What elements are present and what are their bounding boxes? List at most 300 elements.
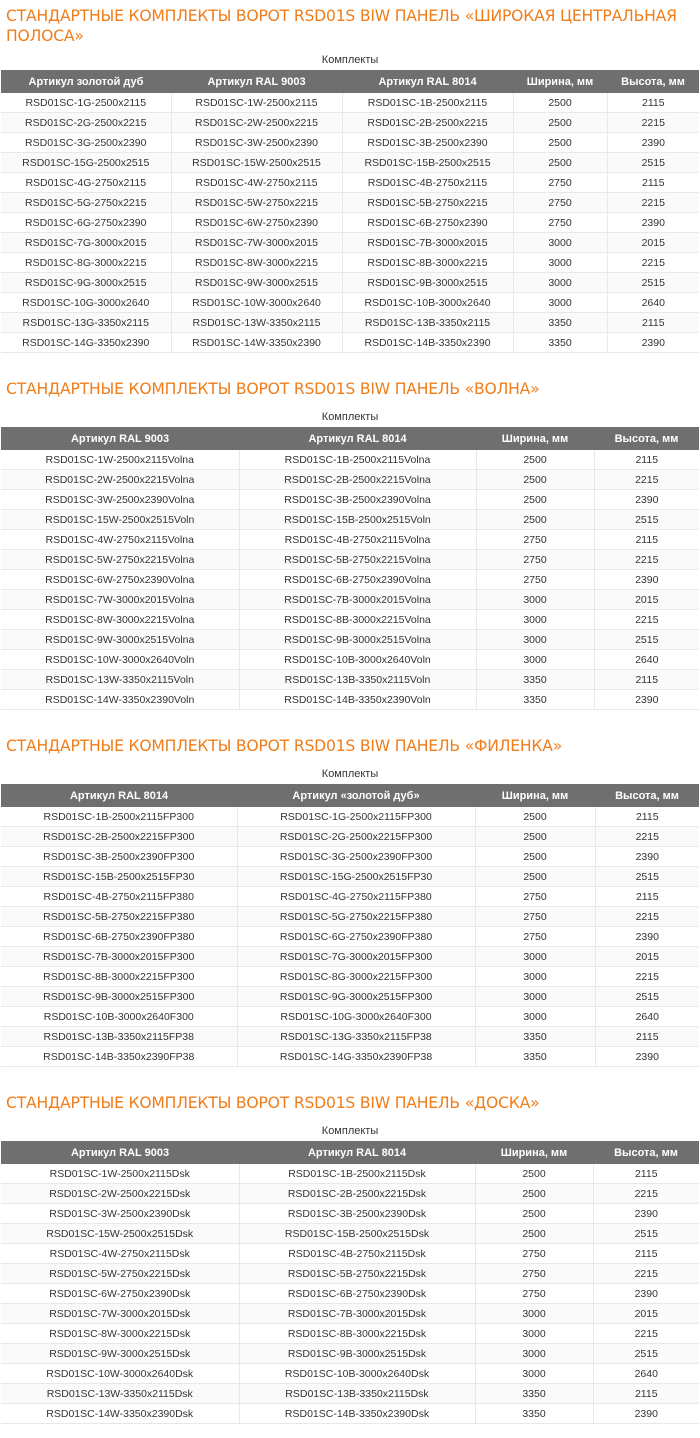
column-header: Высота, мм bbox=[595, 784, 699, 807]
table-cell: 2500 bbox=[475, 827, 595, 847]
table-row bbox=[1, 470, 699, 490]
table-row bbox=[1, 1164, 699, 1184]
table-cell: 2750 bbox=[475, 1284, 593, 1304]
table-cell: RSD01SC-1B-2500x2115 bbox=[342, 93, 513, 113]
table-cell: 2115 bbox=[594, 530, 699, 550]
table-caption: Комплекты bbox=[1, 1121, 699, 1141]
table-cell: 2515 bbox=[593, 1224, 699, 1244]
table-cell: RSD01SC-5B-2750x2215FP380 bbox=[1, 907, 237, 927]
table-cell: RSD01SC-4W-2750x2115Dsk bbox=[1, 1244, 239, 1264]
table-cell: RSD01SC-13B-3350x2115FP38 bbox=[1, 1027, 237, 1047]
column-header: Ширина, мм bbox=[513, 70, 607, 93]
table-cell: 3350 bbox=[475, 1384, 593, 1404]
table-cell: 2215 bbox=[593, 1324, 699, 1344]
table-cell: RSD01SC-9W-3000x2515Dsk bbox=[1, 1344, 239, 1364]
table-cell: 2390 bbox=[594, 690, 699, 710]
table-cell: RSD01SC-15W-2500x2515Voln bbox=[1, 510, 239, 530]
table-cell: 2500 bbox=[513, 133, 607, 153]
table-cell: 2515 bbox=[607, 273, 699, 293]
table-cell: RSD01SC-7W-3000x2015 bbox=[171, 233, 342, 253]
table-row bbox=[1, 1184, 699, 1204]
table-cell: 2750 bbox=[475, 1264, 593, 1284]
table-cell: 2215 bbox=[594, 550, 699, 570]
table-row bbox=[1, 213, 699, 233]
table-row bbox=[1, 510, 699, 530]
table-cell: RSD01SC-9B-3000x2515Dsk bbox=[239, 1344, 475, 1364]
table-cell: RSD01SC-7G-3000x2015FP300 bbox=[237, 947, 475, 967]
table-cell: 2115 bbox=[607, 313, 699, 333]
table-cell: 2115 bbox=[607, 93, 699, 113]
table-cell: RSD01SC-15G-2500x2515FP30 bbox=[237, 867, 475, 887]
table-cell: RSD01SC-4B-2750x2115 bbox=[342, 173, 513, 193]
table-row bbox=[1, 650, 699, 670]
table-row bbox=[1, 1404, 699, 1424]
table-cell: 3000 bbox=[475, 967, 595, 987]
table-cell: 2015 bbox=[607, 233, 699, 253]
table-cell: RSD01SC-15W-2500x2515 bbox=[171, 153, 342, 173]
table-cell: 2640 bbox=[595, 1007, 699, 1027]
table-row bbox=[1, 93, 699, 113]
table-cell: RSD01SC-9B-3000x2515FP300 bbox=[1, 987, 237, 1007]
table-cell: 2215 bbox=[594, 470, 699, 490]
table-cell: 2640 bbox=[607, 293, 699, 313]
table-cell: RSD01SC-10B-3000x2640F300 bbox=[1, 1007, 237, 1027]
table-cell: 3000 bbox=[476, 630, 594, 650]
table-cell: RSD01SC-4W-2750x2115Volna bbox=[1, 530, 239, 550]
table-row bbox=[1, 1264, 699, 1284]
table-row bbox=[1, 1304, 699, 1324]
table-cell: RSD01SC-10W-3000x2640Dsk bbox=[1, 1364, 239, 1384]
table-row bbox=[1, 113, 699, 133]
table-row bbox=[1, 987, 699, 1007]
table-row bbox=[1, 193, 699, 213]
table-row bbox=[1, 550, 699, 570]
column-header: Высота, мм bbox=[607, 70, 699, 93]
table-cell: RSD01SC-13W-3350x2115Dsk bbox=[1, 1384, 239, 1404]
table-cell: 2750 bbox=[513, 173, 607, 193]
table-row bbox=[1, 590, 699, 610]
table-cell: RSD01SC-14B-3350x2390 bbox=[342, 333, 513, 353]
table-cell: RSD01SC-13B-3350x2115 bbox=[342, 313, 513, 333]
table-cell: RSD01SC-7B-3000x2015Dsk bbox=[239, 1304, 475, 1324]
table-cell: 2215 bbox=[593, 1184, 699, 1204]
table-cell: 2500 bbox=[475, 847, 595, 867]
table-cell: RSD01SC-6B-2750x2390 bbox=[342, 213, 513, 233]
table-cell: 3000 bbox=[513, 253, 607, 273]
table-cell: RSD01SC-8W-3000x2215Volna bbox=[1, 610, 239, 630]
table-row bbox=[1, 1384, 699, 1404]
column-header: Артикул RAL 9003 bbox=[1, 427, 239, 450]
table-cell: RSD01SC-1G-2500x2115 bbox=[1, 93, 171, 113]
table-cell: 2015 bbox=[594, 590, 699, 610]
table-cell: RSD01SC-9B-3000x2515Volna bbox=[239, 630, 476, 650]
table-caption: Комплекты bbox=[1, 50, 699, 70]
column-header: Артикул RAL 8014 bbox=[239, 427, 476, 450]
table-cell: RSD01SC-2B-2500x2215Volna bbox=[239, 470, 476, 490]
table-row bbox=[1, 1344, 699, 1364]
table-cell: 2515 bbox=[607, 153, 699, 173]
table-cell: 2500 bbox=[513, 113, 607, 133]
table-cell: 2500 bbox=[475, 867, 595, 887]
table-cell: RSD01SC-8B-3000x2215Volna bbox=[239, 610, 476, 630]
table-cell: RSD01SC-10G-3000x2640F300 bbox=[237, 1007, 475, 1027]
table-row bbox=[1, 233, 699, 253]
table-cell: RSD01SC-8B-3000x2215FP300 bbox=[1, 967, 237, 987]
table-cell: RSD01SC-8B-3000x2215Dsk bbox=[239, 1324, 475, 1344]
table-row bbox=[1, 570, 699, 590]
table-caption: Комплекты bbox=[1, 407, 699, 427]
table-cell: RSD01SC-3B-2500x2390Dsk bbox=[239, 1204, 475, 1224]
table-cell: 3350 bbox=[513, 313, 607, 333]
table-cell: 2515 bbox=[595, 987, 699, 1007]
table-cell: 2750 bbox=[513, 193, 607, 213]
table-cell: 3000 bbox=[513, 233, 607, 253]
table-cell: RSD01SC-1W-2500x2115 bbox=[171, 93, 342, 113]
table-cell: RSD01SC-15W-2500x2515Dsk bbox=[1, 1224, 239, 1244]
table-cell: RSD01SC-15B-2500x2515 bbox=[342, 153, 513, 173]
table-cell: 2750 bbox=[476, 550, 594, 570]
table-cell: 2390 bbox=[607, 133, 699, 153]
table-cell: RSD01SC-7B-3000x2015FP300 bbox=[1, 947, 237, 967]
table-cell: 2390 bbox=[595, 927, 699, 947]
table-cell: 2390 bbox=[595, 1047, 699, 1067]
table-cell: 3350 bbox=[476, 670, 594, 690]
table-cell: 2115 bbox=[595, 1027, 699, 1047]
table-cell: 2215 bbox=[593, 1264, 699, 1284]
table-cell: 2115 bbox=[593, 1164, 699, 1184]
table-cell: 2640 bbox=[593, 1364, 699, 1384]
table-cell: 2215 bbox=[607, 193, 699, 213]
table-cell: 3000 bbox=[475, 947, 595, 967]
table-cell: 2500 bbox=[476, 510, 594, 530]
kits-table-wide-stripe bbox=[1, 50, 699, 353]
table-cell: RSD01SC-10B-3000x2640Dsk bbox=[239, 1364, 475, 1384]
table-cell: 2390 bbox=[607, 333, 699, 353]
section-title-board: СТАНДАРТНЫЕ КОМПЛЕКТЫ ВОРОТ RSD01S BIW ПАНЕЛЬ «ДОСКА» bbox=[6, 1094, 540, 1112]
table-cell: 3350 bbox=[475, 1047, 595, 1067]
table-cell: RSD01SC-7B-3000x2015 bbox=[342, 233, 513, 253]
table-header-row bbox=[1, 1141, 699, 1164]
table-cell: 2390 bbox=[593, 1284, 699, 1304]
table-cell: RSD01SC-15B-2500x2515Voln bbox=[239, 510, 476, 530]
table-row bbox=[1, 253, 699, 273]
table-cell: 2390 bbox=[593, 1204, 699, 1224]
table-cell: 3350 bbox=[475, 1404, 593, 1424]
table-row bbox=[1, 490, 699, 510]
table-cell: 2115 bbox=[594, 450, 699, 470]
table-row bbox=[1, 1007, 699, 1027]
table-cell: RSD01SC-4G-2750x2115FP380 bbox=[237, 887, 475, 907]
table-cell: RSD01SC-2B-2500x2215Dsk bbox=[239, 1184, 475, 1204]
table-cell: 3000 bbox=[475, 1364, 593, 1384]
table-cell: RSD01SC-14B-3350x2390FP38 bbox=[1, 1047, 237, 1067]
table-cell: RSD01SC-6W-2750x2390 bbox=[171, 213, 342, 233]
table-cell: RSD01SC-3W-2500x2390 bbox=[171, 133, 342, 153]
table-cell: RSD01SC-4B-2750x2115Volna bbox=[239, 530, 476, 550]
table-cell: RSD01SC-6G-2750x2390FP380 bbox=[237, 927, 475, 947]
table-cell: 2750 bbox=[475, 887, 595, 907]
table-cell: RSD01SC-14G-3350x2390 bbox=[1, 333, 171, 353]
table-cell: RSD01SC-9W-3000x2515 bbox=[171, 273, 342, 293]
table-cell: 2515 bbox=[595, 867, 699, 887]
section-title-wave: СТАНДАРТНЫЕ КОМПЛЕКТЫ ВОРОТ RSD01S BIW ПАНЕЛЬ «ВОЛНА» bbox=[6, 380, 540, 398]
table-cell: RSD01SC-8G-3000x2215 bbox=[1, 253, 171, 273]
table-cell: RSD01SC-6B-2750x2390FP380 bbox=[1, 927, 237, 947]
table-row bbox=[1, 847, 699, 867]
table-row bbox=[1, 927, 699, 947]
table-cell: 2515 bbox=[594, 630, 699, 650]
column-header: Ширина, мм bbox=[476, 427, 594, 450]
column-header: Артикул RAL 9003 bbox=[171, 70, 342, 93]
table-cell: 2215 bbox=[607, 113, 699, 133]
table-cell: RSD01SC-3W-2500x2390Volna bbox=[1, 490, 239, 510]
column-header: Артикул RAL 8014 bbox=[342, 70, 513, 93]
table-cell: RSD01SC-4W-2750x2115 bbox=[171, 173, 342, 193]
table-cell: RSD01SC-10W-3000x2640 bbox=[171, 293, 342, 313]
table-cell: RSD01SC-10W-3000x2640Voln bbox=[1, 650, 239, 670]
kits-table-panel bbox=[1, 764, 699, 1067]
table-header-row bbox=[1, 784, 699, 807]
table-row bbox=[1, 827, 699, 847]
table-cell: 2115 bbox=[595, 887, 699, 907]
table-header-row bbox=[1, 70, 699, 93]
table-cell: 2500 bbox=[476, 470, 594, 490]
table-row bbox=[1, 1224, 699, 1244]
table-row bbox=[1, 133, 699, 153]
table-cell: 2015 bbox=[593, 1304, 699, 1324]
table-cell: RSD01SC-13W-3350x2115 bbox=[171, 313, 342, 333]
column-header: Артикул золотой дуб bbox=[1, 70, 171, 93]
table-cell: RSD01SC-9W-3000x2515Volna bbox=[1, 630, 239, 650]
table-cell: 3000 bbox=[476, 590, 594, 610]
table-row bbox=[1, 333, 699, 353]
table-row bbox=[1, 313, 699, 333]
table-row bbox=[1, 273, 699, 293]
table-cell: RSD01SC-4B-2750x2115Dsk bbox=[239, 1244, 475, 1264]
table-cell: RSD01SC-5G-2750x2215 bbox=[1, 193, 171, 213]
table-cell: RSD01SC-6B-2750x2390Dsk bbox=[239, 1284, 475, 1304]
table-row bbox=[1, 173, 699, 193]
table-cell: RSD01SC-3G-2500x2390FP300 bbox=[237, 847, 475, 867]
table-cell: RSD01SC-8B-3000x2215 bbox=[342, 253, 513, 273]
table-cell: 2115 bbox=[607, 173, 699, 193]
table-cell: RSD01SC-14B-3350x2390Voln bbox=[239, 690, 476, 710]
table-cell: RSD01SC-5W-2750x2215Volna bbox=[1, 550, 239, 570]
table-cell: 3000 bbox=[476, 610, 594, 630]
column-header: Высота, мм bbox=[594, 427, 699, 450]
table-cell: 2750 bbox=[475, 907, 595, 927]
table-row bbox=[1, 670, 699, 690]
table-cell: RSD01SC-3B-2500x2390Volna bbox=[239, 490, 476, 510]
table-cell: 3000 bbox=[475, 987, 595, 1007]
table-row bbox=[1, 807, 699, 827]
table-row bbox=[1, 610, 699, 630]
table-cell: 2215 bbox=[595, 907, 699, 927]
table-cell: RSD01SC-3G-2500x2390 bbox=[1, 133, 171, 153]
table-cell: RSD01SC-2W-2500x2215Volna bbox=[1, 470, 239, 490]
table-cell: RSD01SC-14W-3350x2390Dsk bbox=[1, 1404, 239, 1424]
table-cell: RSD01SC-13G-3350x2115 bbox=[1, 313, 171, 333]
table-cell: RSD01SC-15B-2500x2515Dsk bbox=[239, 1224, 475, 1244]
table-row bbox=[1, 1047, 699, 1067]
table-cell: RSD01SC-13B-3350x2115Voln bbox=[239, 670, 476, 690]
column-header: Артикул RAL 8014 bbox=[1, 784, 237, 807]
column-header: Ширина, мм bbox=[475, 1141, 593, 1164]
kits-table-wave bbox=[1, 407, 699, 710]
table-cell: 2115 bbox=[593, 1384, 699, 1404]
table-cell: RSD01SC-5W-2750x2215Dsk bbox=[1, 1264, 239, 1284]
table-cell: RSD01SC-7G-3000x2015 bbox=[1, 233, 171, 253]
table-cell: RSD01SC-13B-3350x2115Dsk bbox=[239, 1384, 475, 1404]
table-cell: 2500 bbox=[513, 93, 607, 113]
table-cell: 2115 bbox=[593, 1244, 699, 1264]
table-cell: RSD01SC-2B-2500x2215FP300 bbox=[1, 827, 237, 847]
column-header: Высота, мм bbox=[593, 1141, 699, 1164]
table-cell: RSD01SC-2G-2500x2215FP300 bbox=[237, 827, 475, 847]
table-cell: 2515 bbox=[593, 1344, 699, 1364]
table-cell: 2500 bbox=[475, 1224, 593, 1244]
table-cell: RSD01SC-6B-2750x2390Volna bbox=[239, 570, 476, 590]
table-cell: 2015 bbox=[595, 947, 699, 967]
table-row bbox=[1, 1027, 699, 1047]
table-cell: 3000 bbox=[475, 1304, 593, 1324]
table-cell: 3350 bbox=[475, 1027, 595, 1047]
table-row bbox=[1, 1364, 699, 1384]
column-header: Ширина, мм bbox=[475, 784, 595, 807]
table-row bbox=[1, 967, 699, 987]
table-cell: RSD01SC-4G-2750x2115 bbox=[1, 173, 171, 193]
table-cell: 2390 bbox=[595, 847, 699, 867]
table-cell: RSD01SC-14G-3350x2390FP38 bbox=[237, 1047, 475, 1067]
table-cell: 3000 bbox=[475, 1324, 593, 1344]
table-cell: RSD01SC-6W-2750x2390Volna bbox=[1, 570, 239, 590]
table-cell: RSD01SC-2G-2500x2215 bbox=[1, 113, 171, 133]
section-title-wide-stripe: СТАНДАРТНЫЕ КОМПЛЕКТЫ ВОРОТ RSD01S BIW ПАНЕЛЬ «ШИРОКАЯ ЦЕНТРАЛЬНАЯ ПОЛОСА» bbox=[6, 7, 677, 45]
column-header: Артикул «золотой дуб» bbox=[237, 784, 475, 807]
table-cell: RSD01SC-6G-2750x2390 bbox=[1, 213, 171, 233]
table-cell: 2500 bbox=[475, 1164, 593, 1184]
kits-table-board bbox=[1, 1121, 699, 1424]
table-cell: 2215 bbox=[595, 827, 699, 847]
table-cell: RSD01SC-1B-2500x2115FP300 bbox=[1, 807, 237, 827]
table-cell: RSD01SC-15B-2500x2515FP30 bbox=[1, 867, 237, 887]
table-header-row bbox=[1, 427, 699, 450]
table-cell: RSD01SC-5B-2750x2215 bbox=[342, 193, 513, 213]
table-row bbox=[1, 1244, 699, 1264]
table-cell: 2750 bbox=[475, 927, 595, 947]
table-cell: RSD01SC-8G-3000x2215FP300 bbox=[237, 967, 475, 987]
table-cell: 2500 bbox=[513, 153, 607, 173]
table-row bbox=[1, 907, 699, 927]
table-cell: RSD01SC-9B-3000x2515 bbox=[342, 273, 513, 293]
table-cell: RSD01SC-15G-2500x2515 bbox=[1, 153, 171, 173]
table-cell: 2500 bbox=[476, 490, 594, 510]
table-cell: RSD01SC-7W-3000x2015Volna bbox=[1, 590, 239, 610]
table-cell: 2750 bbox=[513, 213, 607, 233]
table-cell: 3000 bbox=[475, 1344, 593, 1364]
table-cell: RSD01SC-5B-2750x2215Dsk bbox=[239, 1264, 475, 1284]
table-row bbox=[1, 630, 699, 650]
table-cell: 2390 bbox=[593, 1404, 699, 1424]
column-header: Артикул RAL 9003 bbox=[1, 1141, 239, 1164]
table-row bbox=[1, 867, 699, 887]
table-row bbox=[1, 153, 699, 173]
table-cell: 2115 bbox=[594, 670, 699, 690]
table-cell: RSD01SC-6W-2750x2390Dsk bbox=[1, 1284, 239, 1304]
table-cell: 3000 bbox=[476, 650, 594, 670]
table-cell: 2750 bbox=[475, 1244, 593, 1264]
table-cell: RSD01SC-8W-3000x2215Dsk bbox=[1, 1324, 239, 1344]
table-cell: RSD01SC-2B-2500x2215 bbox=[342, 113, 513, 133]
table-cell: RSD01SC-4B-2750x2115FP380 bbox=[1, 887, 237, 907]
table-cell: RSD01SC-1G-2500x2115FP300 bbox=[237, 807, 475, 827]
table-cell: RSD01SC-5B-2750x2215Volna bbox=[239, 550, 476, 570]
table-cell: RSD01SC-8W-3000x2215 bbox=[171, 253, 342, 273]
table-cell: RSD01SC-13G-3350x2115FP38 bbox=[237, 1027, 475, 1047]
table-row bbox=[1, 1204, 699, 1224]
table-cell: RSD01SC-1W-2500x2115Volna bbox=[1, 450, 239, 470]
table-cell: RSD01SC-2W-2500x2215Dsk bbox=[1, 1184, 239, 1204]
table-cell: 2215 bbox=[594, 610, 699, 630]
table-row bbox=[1, 1284, 699, 1304]
table-cell: RSD01SC-10G-3000x2640 bbox=[1, 293, 171, 313]
table-cell: RSD01SC-9G-3000x2515 bbox=[1, 273, 171, 293]
table-cell: 3000 bbox=[513, 293, 607, 313]
table-cell: 2750 bbox=[476, 570, 594, 590]
section-title-panel: СТАНДАРТНЫЕ КОМПЛЕКТЫ ВОРОТ RSD01S BIW ПАНЕЛЬ «ФИЛЕНКА» bbox=[6, 737, 563, 755]
table-cell: RSD01SC-7W-3000x2015Dsk bbox=[1, 1304, 239, 1324]
column-header: Артикул RAL 8014 bbox=[239, 1141, 475, 1164]
table-cell: 2115 bbox=[595, 807, 699, 827]
table-cell: RSD01SC-14W-3350x2390Voln bbox=[1, 690, 239, 710]
table-row bbox=[1, 887, 699, 907]
table-cell: RSD01SC-3B-2500x2390FP300 bbox=[1, 847, 237, 867]
table-cell: RSD01SC-14W-3350x2390 bbox=[171, 333, 342, 353]
table-cell: 3000 bbox=[475, 1007, 595, 1027]
table-cell: RSD01SC-14B-3350x2390Dsk bbox=[239, 1404, 475, 1424]
table-cell: 2640 bbox=[594, 650, 699, 670]
table-cell: 2515 bbox=[594, 510, 699, 530]
table-cell: 3000 bbox=[513, 273, 607, 293]
table-row bbox=[1, 530, 699, 550]
table-caption: Комплекты bbox=[1, 764, 699, 784]
table-cell: RSD01SC-7B-3000x2015Volna bbox=[239, 590, 476, 610]
table-cell: 2500 bbox=[476, 450, 594, 470]
table-cell: 3350 bbox=[513, 333, 607, 353]
table-cell: 2390 bbox=[594, 490, 699, 510]
table-cell: RSD01SC-1B-2500x2115Volna bbox=[239, 450, 476, 470]
table-cell: 2390 bbox=[594, 570, 699, 590]
table-cell: RSD01SC-10B-3000x2640 bbox=[342, 293, 513, 313]
table-cell: 2390 bbox=[607, 213, 699, 233]
table-cell: RSD01SC-5G-2750x2215FP380 bbox=[237, 907, 475, 927]
table-cell: RSD01SC-2W-2500x2215 bbox=[171, 113, 342, 133]
table-cell: 2750 bbox=[476, 530, 594, 550]
table-cell: 2500 bbox=[475, 1204, 593, 1224]
table-cell: 2500 bbox=[475, 807, 595, 827]
table-cell: 3350 bbox=[476, 690, 594, 710]
table-cell: RSD01SC-5W-2750x2215 bbox=[171, 193, 342, 213]
table-row bbox=[1, 947, 699, 967]
table-cell: RSD01SC-13W-3350x2115Voln bbox=[1, 670, 239, 690]
table-cell: RSD01SC-10B-3000x2640Voln bbox=[239, 650, 476, 670]
table-row bbox=[1, 1324, 699, 1344]
table-cell: RSD01SC-3B-2500x2390 bbox=[342, 133, 513, 153]
table-cell: 2215 bbox=[595, 967, 699, 987]
table-cell: RSD01SC-1W-2500x2115Dsk bbox=[1, 1164, 239, 1184]
table-cell: RSD01SC-3W-2500x2390Dsk bbox=[1, 1204, 239, 1224]
table-cell: RSD01SC-1B-2500x2115Dsk bbox=[239, 1164, 475, 1184]
